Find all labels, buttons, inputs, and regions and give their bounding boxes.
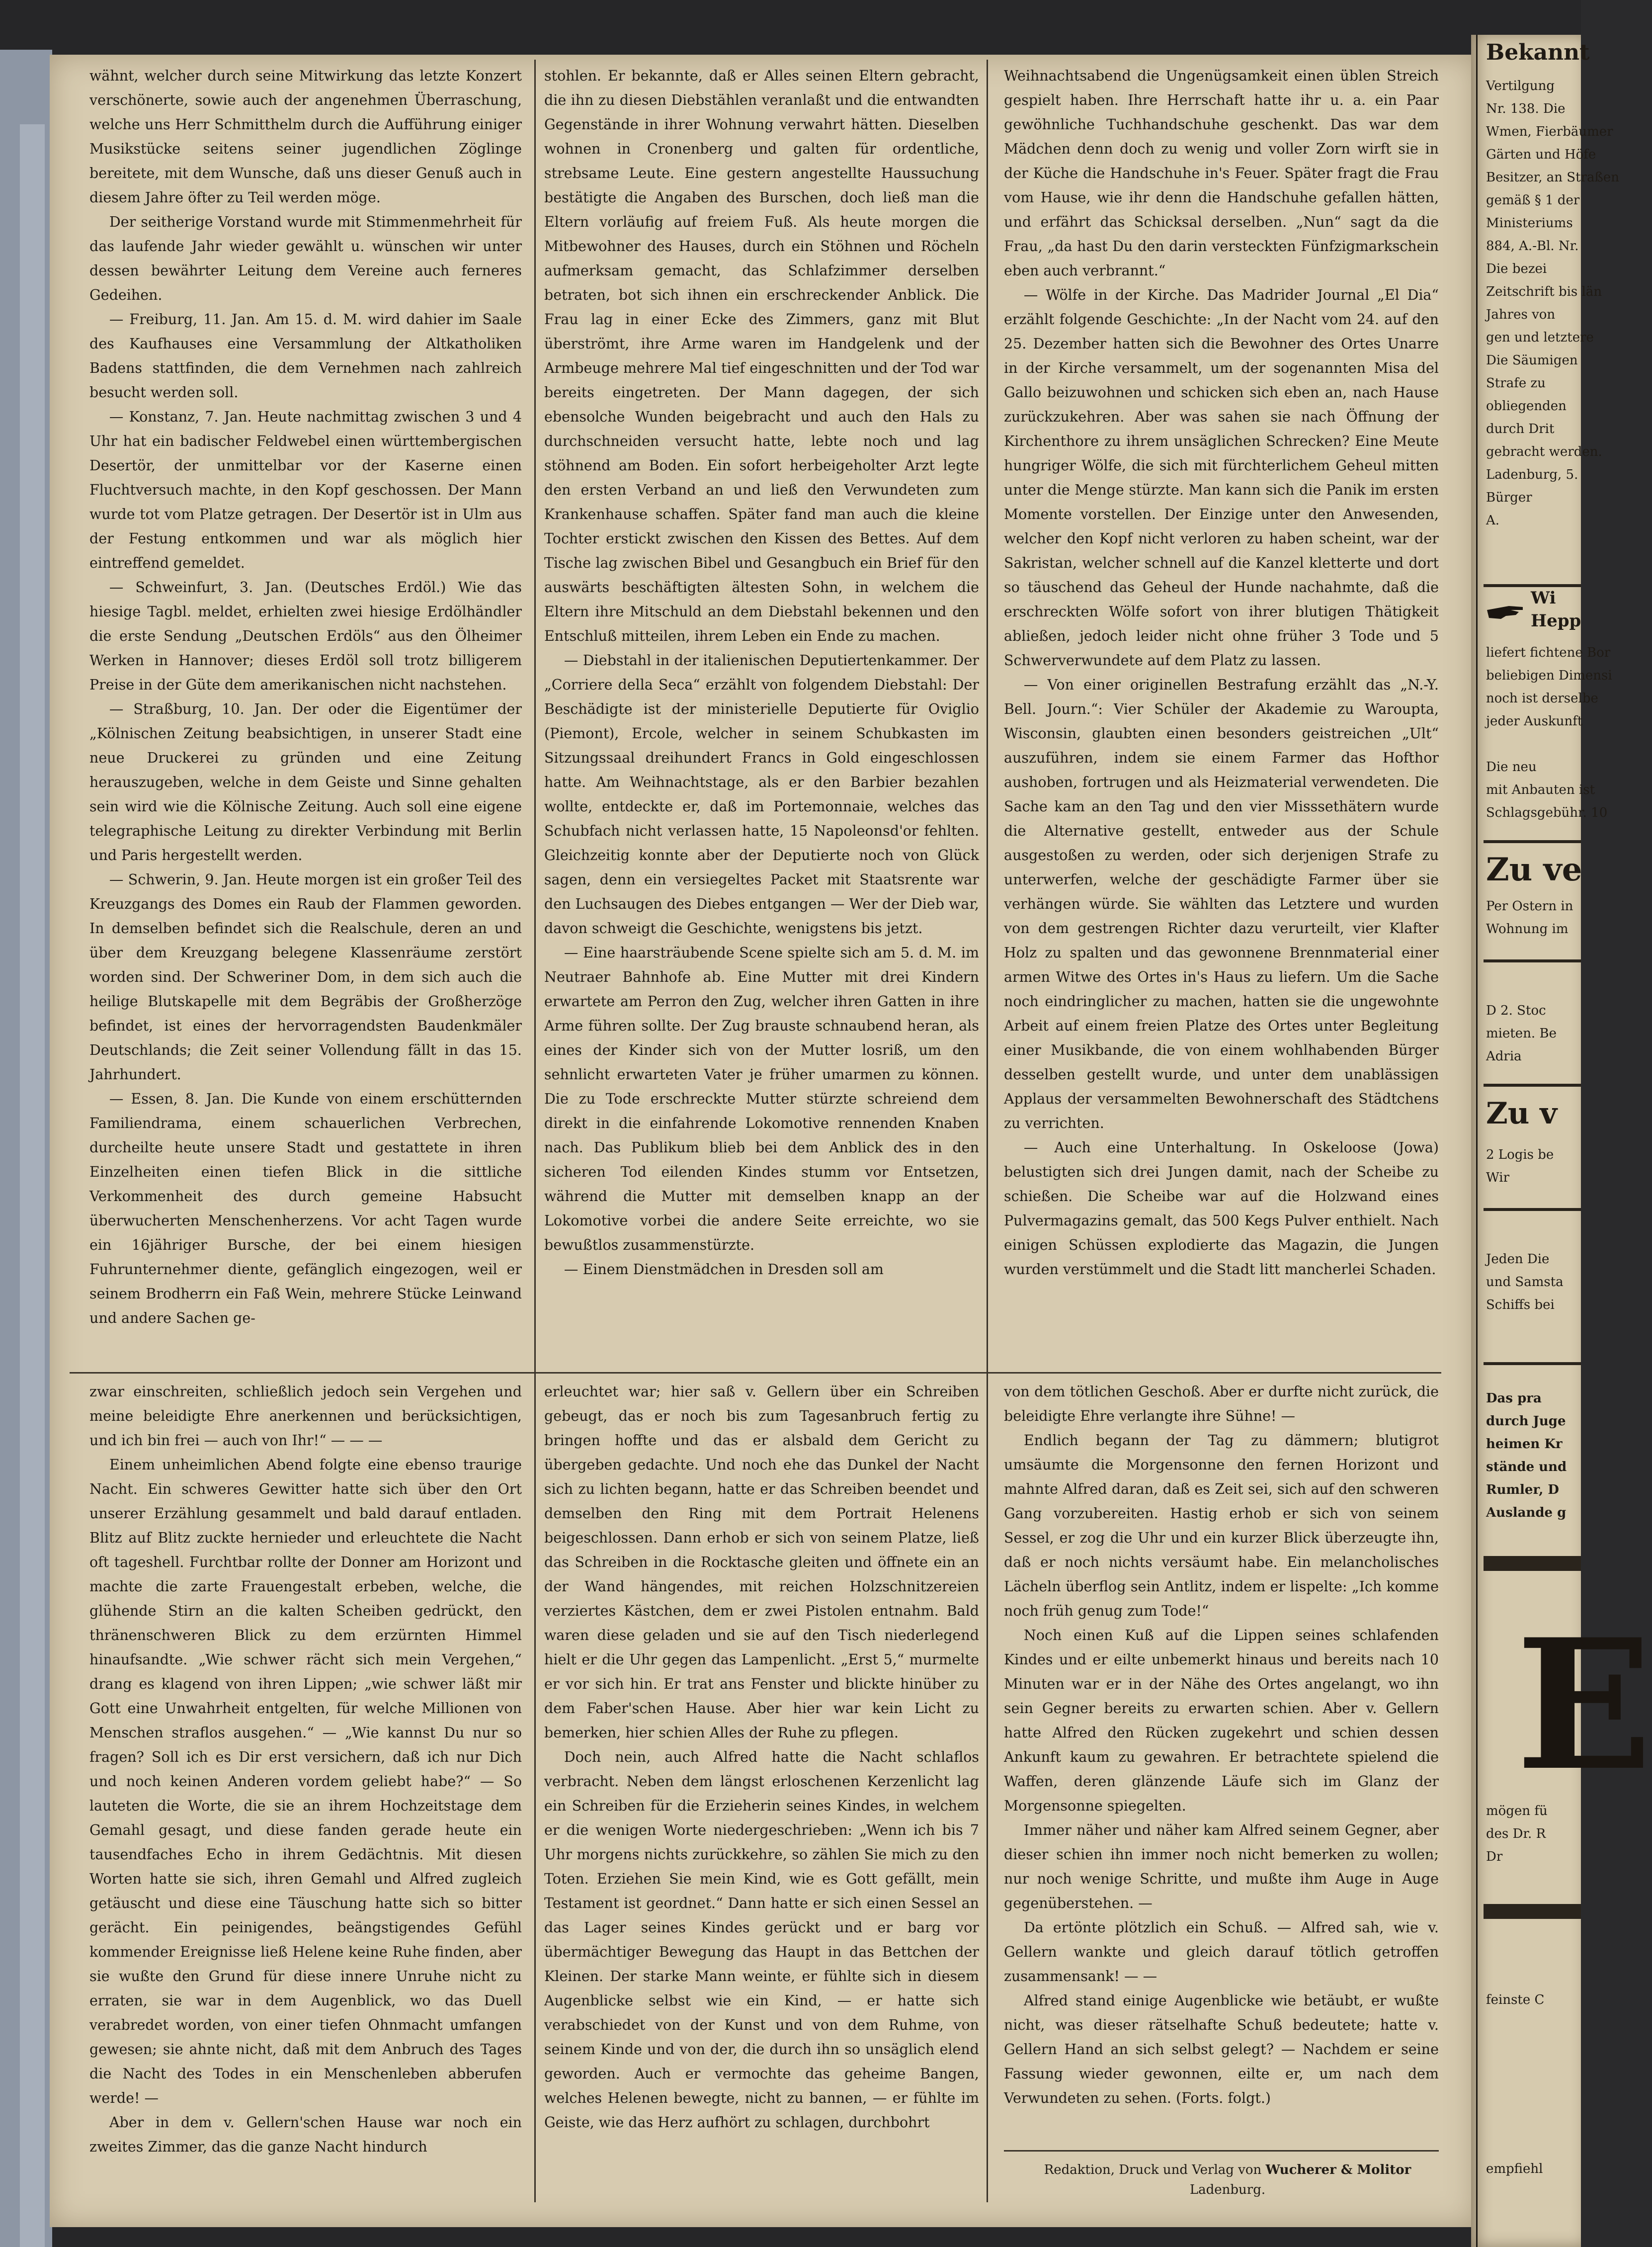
binder-board: [0, 50, 52, 2247]
paragraph: — Diebstahl in der italienischen Deputiertenkammer. Der „Corriere della Seca“ erzählt von folgendem Diebstahl: Der Beschädigte ist der ministerielle Deputierte für Oviglio (Piemont), Ercole, welcher in seinem Schubkasten im Sitzungssaal dreihundert Francs in Gold eingeschlossen hatte. Am Weihnachtstage, als er den Barbier bezahlen wollte, entdeckte er, daß im Portemonnaie, welches das Schubfach nicht verlassen hatte, 15 Napoleonsd'or fehlten. Gleichzeitig konnte aber der Deputierte noch von Glück sagen, denn ein versiegeltes Packet mit Staatsrente war den Luchsaugen des Diebes entgangen — Wer der Dieb war, davon schweigt die Geschichte, wenigstens bis jetzt.: [544, 652, 979, 937]
paragraph: Der seitherige Vorstand wurde mit Stimmenmehrheit für das laufende Jahr wieder gewählt u. wünschen wir unter dessen bewährter Leitung dem Vereine auch ferneres Gedeihen.: [89, 214, 522, 303]
adjacent-page-title: Bekannt: [1486, 40, 1590, 65]
text-line: 2 Logis be: [1486, 1147, 1554, 1162]
text-line: Rumler, D: [1486, 1482, 1559, 1497]
paragraph: — Freiburg, 11. Jan. Am 15. d. M. wird dahier im Saale des Kaufhauses eine Versammlung der Altkatholiken Badens stattfinden, die dem Vernehmen nach zahlreich besucht werden soll.: [89, 311, 522, 401]
paragraph: stohlen. Er bekannte, daß er Alles seinen Eltern gebracht, die ihn zu diesen Diebstählen veranlaßt und die entwandten Gegenstände in ihrer Wohnung verwahrt hätten. Dieselben wohnen in Cronenberg und galten für ordentliche, strebsame Leute. Eine gestern angestellte Haussuchung bestätigte die Angaben des Burschen, doch ließ man die Eltern vorläufig auf freiem Fuß. Als heute morgen die Mitbewohner des Hauses, durch ein Stöhnen und Röcheln aufmerksam gemacht, das Schlafzimmer derselben betraten, bot sich ihnen ein erschreckender Anblick. Die Frau lag in einer Ecke des Zimmers, ganz mit Blut überströmt, ihre Arme waren im Handgelenk und der Armbeuge mehrere Mal tief eingeschnitten und der Tod war bereits eingetreten. Der Mann dagegen, der sich ebensolche Wunden beigebracht und auch den Hals zu durchschneiden versucht hatte, lebte noch und lag stöhnend am Boden. Ein sofort herbeigeholter Arzt legte den ersten Verband an und ließ den Verwundeten zum Krankenhause schaffen. Später fand man auch die kleine Tochter erstickt zwischen den Kissen des Bettes. Auf dem Tische lag zwischen Bibel und Gesangbuch ein Brief für den auswärts beschäftigten ältesten Sohn, in welchem die Eltern ihre Mitschuld an dem Diebstahl bekennen und den Entschluß mitteilen, ihrem Leben ein Ende zu machen.: [544, 68, 979, 644]
paragraph: — Auch eine Unterhaltung. In Oskeloose (Jowa) belustigten sich drei Jungen damit, nach der Scheibe zu schießen. Die Scheibe war auf die Holzwand eines Pulvermagazins gemalt, das 500 Kegs Pulver enthielt. Nach einigen Schüssen explodierte das Magazin, die Jungen wurden verstümmelt und die Stadt litt mancherlei Schaden.: [1004, 1139, 1439, 1278]
text-line: Ladenburg, 5.: [1486, 467, 1578, 482]
ad-block-8: [1486, 1800, 1548, 1874]
paragraph: — Schwerin, 9. Jan. Heute morgen ist ein großer Teil des Kreuzgangs des Domes ein Raub der Flammen geworden. In demselben befindet sich die Realschule, deren an und über dem Kreuzgang belegene Klassenräume zerstört worden sind. Der Schweriner Dom, in dem sich auch die heilige Blutskapelle mit dem Begräbis der Großherzöge befindet, ist eines der hervorragendsten Baudenkmäler Deutschlands; die Zeit seiner Vollendung fällt in das 15. Jahrhundert.: [89, 871, 522, 1083]
paragraph: — Eine haarsträubende Scene spielte sich am 5. d. M. im Neutraer Bahnhofe ab. Eine Mutter mit drei Kindern erwartete am Perron den Zug, welcher ihren Gatten in ihre Arme führen sollte. Der Zug brauste schnaubend heran, als eines der Kinder sich von der Mutter losriß, um den sehnlicht erwarteten Vater je früher umarmen zu können. Die zu Tode erschreckte Mutter stürzte schreiend dem direkt in die einfahrende Lokomotive rennenden Knaben nach. Das Publikum blieb bei dem Anblick des in den sicheren Tod eilenden Kindes stumm vor Entsetzen, während die Mutter mit demselben knapp an der Lokomotive vorbei die andere Seite erreichte, wo sie bewußtlos zusammenstürzte.: [544, 945, 979, 1253]
paragraph: erleuchtet war; hier saß v. Gellern über ein Schreiben gebeugt, das er noch bis zum Tagesanbruch fertig zu bringen hoffte und das er alsbald dem Gericht zu übergeben gedachte. Und noch ehe das Dunkel der Nacht sich zu lichten begann, hatte er das Schreiben beendet und demselben den Ring mit dem Portrait Helenens beigeschlossen. Dann erhob er sich von seinem Platze, ließ das Schreiben in die Rocktasche gleiten und öffnete ein an der Wand hängendes, mit reichen Holzschnitzereien verziertes Kästchen, dem er zwei Pistolen entnahm. Bald waren diese geladen und sie auf den Tisch niederlegend hielt er die Uhr gegen das Lampenlicht. „Erst 5,“ murmelte er vor sich hin. Er trat ans Fenster und blickte hinüber zu dem Faber'schen Hause. Aber hier war kein Licht zu bemerken, hier schien Alles der Ruhe zu pflegen.: [544, 1383, 979, 1741]
ad-divider: [1484, 1362, 1581, 1365]
text-line: Wi: [1531, 588, 1556, 608]
paragraph: — Wölfe in der Kirche. Das Madrider Journal „El Dia“ erzählt folgende Geschichte: „In der Nacht vom 24. auf den 25. Dezember hatten sich die Bewohner des Ortes Unarre in der Kirche versammelt, um der sogenannten Misa del Gallo beizuwohnen und schicken sich eben an, nach Hause zurückzukehren. Aber was sahen sie nach Öffnung der Kirchenthore zu ihrem unsäglichen Schrecken? Eine Meute hungriger Wölfe, die sich mit fürchterlichem Geheul mitten unter die Menge stürzte. Man kann sich die Panik im ersten Momente vorstellen. Der Einzige unter den Anwesenden, welcher den Kopf nicht verloren zu haben scheint, war der Sakristan, welcher schnell auf die Kanzel kletterte und dort so täuschend das Geheul der Hunde nachahmte, daß die erschreckten Wölfe sofort von ihrer blutigen Thätigkeit abließen, jedoch leider nicht ohne früher 3 Tode und 5 Schwerverwundete auf dem Platz zu lassen.: [1004, 287, 1439, 669]
ad-divider: [1484, 959, 1581, 962]
paragraph: — Schweinfurt, 3. Jan. (Deutsches Erdöl.) Wie das hiesige Tagbl. meldet, erhielten zwei hiesige Erdölhändler die erste Sendung „Deutschen Erdöls“ aus den Ölheimer Werken in Hannover; dieses Erdöl soll trotz billigerem Preise in der Güte dem amerikanischen nicht nachstehen.: [89, 579, 522, 693]
ad-divider: [1484, 1208, 1581, 1211]
paragraph: — Straßburg, 10. Jan. Der oder die Eigentümer der „Kölnischen Zeitung beabsichtigen, in unserer Stadt eine neue Druckerei zu gründen und eine Zeitung herauszugeben, welche in dem Geiste und Sinne gehalten sein wird wie die Kölnische Zeitung. Auch soll eine eigene telegraphische Leitung zu direkter Verbindung mit Berlin und Paris hergestellt werden.: [89, 701, 522, 864]
text-line: durch Drit: [1486, 422, 1555, 436]
feuilleton-column-1: [89, 1380, 522, 2200]
text-line: des Dr. R: [1486, 1826, 1546, 1841]
column-rule-2: [987, 60, 988, 2202]
paragraph: von dem tötlichen Geschoß. Aber er durfte nicht zurück, die beleidigte Ehre verlangte ihre Sühne! —: [1004, 1383, 1439, 1424]
text-line: Vertilgung: [1486, 79, 1555, 93]
ad-block-4: [1486, 999, 1557, 1074]
text-line: 884, A.-Bl. Nr.: [1486, 239, 1579, 254]
text-line: Wir: [1486, 1170, 1510, 1185]
news-column-2: [544, 64, 979, 1369]
paragraph: Immer näher und näher kam Alfred seinem Gegner, aber dieser schien ihn immer noch nicht bemerken zu wollen; nur noch wenige Schritte, und mußte ihm Auge in Auge gegenüberstehen. —: [1004, 1822, 1439, 1911]
paragraph: Alfred stand einige Augenblicke wie betäubt, er wußte nicht, was dieser rätselhafte Schuß bedeutete; hatte v. Gellern Hand an sich selbst gelegt? — Nachdem er seine Fassung wieder gewonnen, eilte er, um nach dem Verwundeten zu sehen. (Forts. folgt.): [1004, 1992, 1439, 2106]
ad-block-7: [1486, 1387, 1567, 1536]
text-line: A.: [1486, 513, 1500, 528]
text-line: Nr. 138. Die: [1486, 101, 1566, 116]
text-line: gemäß § 1 der: [1486, 193, 1580, 208]
text-line: stände und: [1486, 1460, 1567, 1474]
text-line: gen und letztere: [1486, 330, 1594, 345]
ad-block-5-headline: Zu v: [1486, 1096, 1558, 1131]
adjacent-page-edge: [1476, 35, 1478, 2247]
paragraph: Endlich begann der Tag zu dämmern; blutigrot umsäumte die Morgensonne den fernen Horizont und mahnte Alfred daran, daß es Zeit sei, sich auf den schweren Gang vorzubereiten. Hastig erhob er sich von seinem Sessel, er zog die Uhr und ein kurzer Blick überzeugte ihn, daß er noch nichts versäumt habe. Ein melancholisches Lächeln überflog sein Antlitz, indem er lispelte: „Ich komme noch früh genug zum Tode!“: [1004, 1432, 1439, 1619]
ad-block-1: [1531, 587, 1581, 636]
text-line: heimen Kr: [1486, 1437, 1563, 1452]
text-line: Das pra: [1486, 1391, 1542, 1406]
text-line: Schiffs bei: [1486, 1297, 1555, 1312]
text-line: Auslande g: [1486, 1505, 1567, 1520]
text-line: Die bezei: [1486, 261, 1547, 276]
paragraph: Doch nein, auch Alfred hatte die Nacht schlaflos verbracht. Neben dem längst erloschenen Kerzenlicht lag ein Schreiben für die Erzieherin seines Kindes, in welchem er die wenigen Worte niedergeschrieben: „Wenn ich bis 7 Uhr morgens nichts zurückkehre, so zählen Sie mich zu den Toten. Erziehen Sie mein Kind, wie es Gott gefällt, mein Testament ist geordnet.“ Dann hatte er sich einen Sessel an das Lager seines Kindes gerückt und er barg vor übermächtiger Bewegung das Haupt in das Bettchen der Kleinen. Der starke Mann weinte, er fühlte sich in diesem Augenblicke selbst wie ein Kind, — er hatte sich verabschiedet von der Kunst und von dem Ruhme, von seinem Kinde und von der, die durch ihn so unsäglich elend geworden. Auch er vermochte das geheime Bangen, welches Helenen bewegte, nicht zu bannen, — er fühlte im Geiste, wie das Herz aufhört zu schlagen, durchbohrt: [544, 1749, 979, 2131]
imprint-city: Ladenburg.: [1189, 2182, 1266, 2197]
text-line: D 2. Stoc: [1486, 1003, 1546, 1018]
text-line: mögen fü: [1486, 1804, 1548, 1818]
paragraph: Noch einen Kuß auf die Lippen seines schlafenden Kindes und er eilte unbemerkt hinaus und bereits nach 10 Minuten war er in der Nähe des Ortes angelangt, wo ihn sein Gegner bereits zu erwarten schien. Aber v. Gellern hatte Alfred den Rücken zugekehrt und schien dessen Ankunft kaum zu gewahren. Er betrachtete spielend die Waffen, deren glänzende Läufe sich im Glanz der Morgensonne spiegelten.: [1004, 1627, 1439, 1814]
text-line: empfiehl: [1486, 2161, 1543, 2176]
imprint-line: Redaktion, Druck und Verlag von: [1044, 2162, 1262, 2177]
text-line: durch Juge: [1486, 1414, 1566, 1429]
text-line: Jahres von: [1486, 307, 1556, 322]
text-line: Dr: [1486, 1849, 1503, 1864]
ad-block-6: [1486, 1248, 1564, 1322]
column-rule-1: [534, 60, 536, 2202]
paragraph: Aber in dem v. Gellern'schen Hause war noch ein zweites Zimmer, das die ganze Nacht hindurch: [89, 2114, 522, 2155]
text-line: jeder Auskunft: [1486, 714, 1583, 729]
imprint-firm: Wucherer & Molitor: [1265, 2162, 1411, 2177]
news-column-3: [1004, 64, 1439, 1369]
text-line: Strafe zu: [1486, 376, 1546, 391]
ad-block-3: [1486, 895, 1573, 945]
ad-block-10: [1486, 2158, 1543, 2182]
text-line: Wmen, Fierbäumer: [1486, 124, 1613, 139]
paragraph: Einem unheimlichen Abend folgte eine ebenso traurige Nacht. Ein schweres Gewitter hatte sich über den Ort unserer Erzählung gesammelt und bald darauf entladen. Blitz auf Blitz zuckte hernieder und erleuchtete die Nacht oft tageshell. Furchtbar rollte der Donner am Horizont und machte die zarte Frauengestalt erbeben, welche, die glühende Stirn an die kalten Scheiben gedrückt, den thränenschweren Blick zu dem erzürnten Himmel hinaufsandte. „Wie schwer rächt sich mein Vergehen,“ drang es klagend von ihren Lippen; „wie schwer läßt mir Gott eine Unwahrheit entgelten, für welche Millionen von Menschen straflos ausgehen.“ — „Wie kannst Du nur so fragen? Soll ich es Dir erst versichern, daß ich nur Dich und noch keinen Anderen vordem geliebt habe?“ — So lauteten die Worte, die sie an ihrem Hochzeitstage dem Gemahl gesagt, und diese fanden gerade heute ein tausendfaches Echo in ihrem Gedächtnis. Mit diesen Worten hatte sie sich, ihren Gemahl und Alfred zugleich getäuscht und diese eine Täuschung hatte sich so bitter gerächt. Ein peinigendes, beängstigendes Gefühl kommender Ereignisse ließ Helene keine Ruhe finden, aber sie wußte den Grund für diese innere Unruhe nicht zu erraten, sie war in dem Augenblick, wo das Duell verabredet worden, von einer tiefen Ohnmacht umfangen gewesen; sie ahnte nicht, daß mit dem Anbruch des Tages die Nacht des Todes in ein Menschenleben abberufen werde! —: [89, 1457, 522, 2106]
text-line: Zeitschrift bis län: [1486, 284, 1602, 299]
ad-block-9: [1486, 1988, 1544, 2013]
paragraph: wähnt, welcher durch seine Mitwirkung das letzte Konzert verschönerte, sowie auch der angenehmen Überraschung, welche uns Herr Schmitthelm durch die Aufführung einiger Musikstücke seitens seiner jugendlichen Zöglinge bereitete, mit dem Wunsche, daß uns dieser Genuß auch in diesem Jahre öfter zu Teil werden möge.: [89, 68, 522, 206]
text-line: Die Säumigen: [1486, 353, 1578, 368]
ad-block-3-headline: Zu ve: [1486, 851, 1582, 888]
text-line: Ministeriums: [1486, 216, 1573, 231]
text-line: Wohnung im: [1486, 922, 1569, 937]
paragraph: — Einem Dienstmädchen in Dresden soll am: [564, 1261, 884, 1278]
paragraph: — Essen, 8. Jan. Die Kunde von einem erschütternden Familiendrama, einem schauerlichen Verbrechen, durcheilte heute unsere Stadt und gestattete in ihren Einzelheiten einen tiefen Blick in die sittliche Verkommenheit des durch gemeine Habsucht überwucherten Menschenherzens. Vor acht Tagen wurde ein 16jähriger Bursche, der bei einem hiesigen Fuhrunternehmer diente, gefänglich eingezogen, weil er seinem Brodherrn ein Faß Wein, mehrere Stücke Leinwand und andere Sachen ge-: [89, 1091, 522, 1326]
ad-divider: [1484, 1084, 1581, 1087]
text-line: Gärten und Höfe: [1486, 147, 1596, 162]
text-line: Besitzer, an Straßen: [1486, 170, 1619, 185]
text-line: mieten. Be: [1486, 1026, 1557, 1041]
paragraph: Da ertönte plötzlich ein Schuß. — Alfred sah, wie v. Gellern wankte und gleich darauf tötlich getroffen zusammensank! — —: [1004, 1919, 1439, 1985]
text-line: noch ist derselbe: [1486, 691, 1598, 706]
text-line: obliegenden: [1486, 399, 1567, 414]
news-column-1: [89, 64, 522, 1369]
paragraph: — Von einer originellen Bestrafung erzählt das „N.-Y. Bell. Journ.“: Vier Schüler der Akademie zu Waroupta, Wisconsin, glaubten einen besonders geistreichen „Ult“ auszuführen, indem sie einem Farmer das Hofthor aushoben, fortrugen und als Heizmaterial verwendeten. Die Sache kam an den Tag und den vier Misssethätern wurde die Alternative gestellt, entweder aus der Schule ausgestoßen zu werden, oder sich derjenigen Strafe zu unterwerfen, welche der geschädigte Farmer über sie verhängen würde. Sie wählten das Letztere und wurden von dem gestrengen Richter dazu verurteilt, vier Klafter Holz zu spalten und das gewonnene Brennmaterial einer armen Witwe des Ortes in's Haus zu liefern. Um die Sache noch eindringlicher zu machen, hatten sie die ungewohnte Arbeit auf einem freien Platze des Ortes unter Begleitung einer Musikbande, die von einem wohlhabenden Bürger desselben gestellt wurde, und unter dem unablässigen Applaus der versammelten Bewohnerschaft des Städtchens zu verrichten.: [1004, 677, 1439, 1131]
pointing-hand-icon: [1486, 599, 1526, 623]
text-line: feinste C: [1486, 1992, 1545, 2007]
paragraph: Weihnachtsabend die Ungenügsamkeit einen üblen Streich gespielt haben. Ihre Herrschaft hatte ihr u. a. ein Paar gewöhnliche Tuchhandschuhe geschenkt. Das war dem Mädchen denn doch zu wenig und voller Zorn wirft sie in der Küche die Handschuhe in's Feuer. Später fragt die Frau vom Hause, wie ihr denn die Handschuhe gefallen hätten, und erfährt das Schicksal derselben. „Nun“ sagt da die Frau, „da hast Du den darin versteckten Fünfzigmarkschein eben auch verbrannt.“: [1004, 68, 1439, 279]
feuilleton-column-2: [544, 1380, 979, 2200]
text-line: Bürger: [1486, 490, 1532, 505]
text-line: Jeden Die: [1486, 1252, 1550, 1267]
text-line: und Samsta: [1486, 1275, 1564, 1290]
text-line: mit Anbauten ist: [1486, 782, 1595, 797]
feuilleton-rule: [70, 1372, 1441, 1374]
ad-block-5: [1486, 1143, 1554, 1193]
adjacent-text-top: [1486, 75, 1619, 547]
text-line: Hepp: [1531, 611, 1581, 631]
text-line: Per Ostern in: [1486, 899, 1573, 914]
text-line: Schlagsgebühr. 10: [1486, 805, 1608, 820]
paragraph: — Konstanz, 7. Jan. Heute nachmittag zwischen 3 und 4 Uhr hat ein badischer Feldwebel einen württembergischen Desertör, der unmittelbar vor der Kaserne einen Fluchtversuch machte, in den Kopf geschossen. Der Mann wurde tot vom Platze getragen. Der Desertör ist in Ulm aus der Festung entkommen und war als möglich hier eintreffend gemeldet.: [89, 409, 522, 571]
feuilleton-column-3: [1004, 1380, 1439, 2135]
ad-block-1-text: [1486, 641, 1612, 746]
ad-divider: [1484, 840, 1581, 843]
ad-display-letter: E: [1516, 1600, 1652, 1810]
text-line: liefert fichtene Bor: [1486, 645, 1611, 660]
ad-divider: [1484, 1904, 1581, 1919]
paragraph: zwar einschreiten, schließlich jedoch sein Vergehen und meine beleidigte Ehre anerkennen und berücksichtigen, und ich bin frei — auch von Ihr!“ — — —: [89, 1383, 522, 1449]
ad-divider: [1484, 1556, 1581, 1571]
text-line: gebracht werden.: [1486, 444, 1602, 459]
text-line: Adria: [1486, 1049, 1522, 1064]
text-line: beliebigen Dimensi: [1486, 668, 1612, 683]
imprint: [1004, 2160, 1451, 2200]
ad-block-2: [1486, 756, 1607, 830]
imprint-rule: [1004, 2150, 1439, 2152]
text-line: Die neu: [1486, 760, 1537, 775]
